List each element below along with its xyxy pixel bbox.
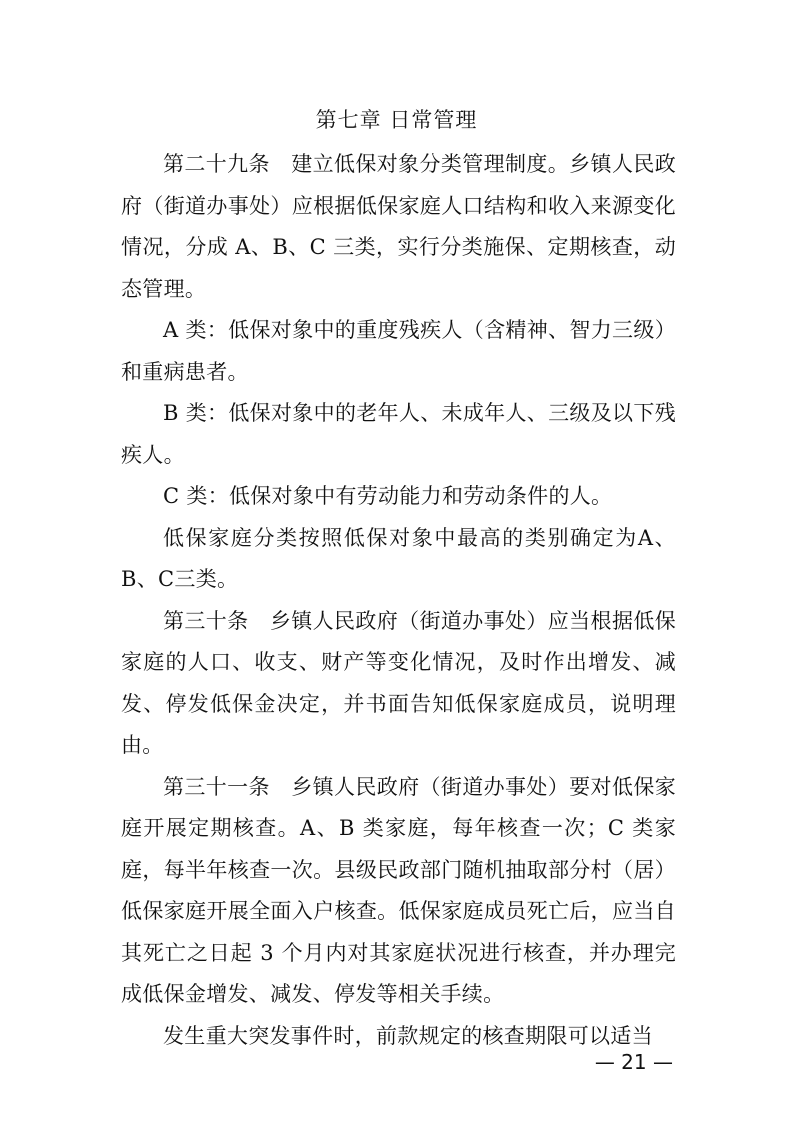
paragraph-classification-rule: 低保家庭分类按照低保对象中最高的类别确定为A、B、C三类。 <box>121 525 676 591</box>
paragraph-article-29: 第二十九条 建立低保对象分类管理制度。乡镇人民政府（街道办事处）应根据低保家庭人口结构和收入来源变化情况，分成 A、B、C 三类，实行分类施保、定期核查，动态管理。 <box>121 152 676 301</box>
paragraph-class-c: C 类：低保对象中有劳动能力和劳动条件的人。 <box>163 484 613 508</box>
page-number: — 21 — <box>594 1050 673 1074</box>
paragraph-class-a: A 类：低保对象中的重度残疾人（含精神、智力三级）和重病患者。 <box>121 318 676 384</box>
paragraph-article-31: 第三十一条 乡镇人民政府（街道办事处）要对低保家庭开展定期核查。A、B 类家庭，每年核查一次；C 类家庭，每半年核查一次。县级民政部门随机抽取部分村（居）低保家庭开展全面入户核查。低保家庭成员死亡后，应当自其死亡之日起 3 个月内对其家庭状况进行核查，并办理完成低保金增发、减发、停发等相关手续。 <box>121 774 676 1006</box>
paragraph-emergency-clause: 发生重大突发事件时，前款规定的核查期限可以适当 <box>163 1023 653 1048</box>
paragraph-article-30: 第三十条 乡镇人民政府（街道办事处）应当根据低保家庭的人口、收支、财产等变化情况，及时作出增发、减发、停发低保金决定，并书面告知低保家庭成员，说明理由。 <box>121 608 676 757</box>
chapter-title: 第七章 日常管理 <box>315 108 478 132</box>
document-body <box>121 144 676 1057</box>
paragraph-class-b: B 类：低保对象中的老年人、未成年人、三级及以下残疾人。 <box>121 401 676 467</box>
